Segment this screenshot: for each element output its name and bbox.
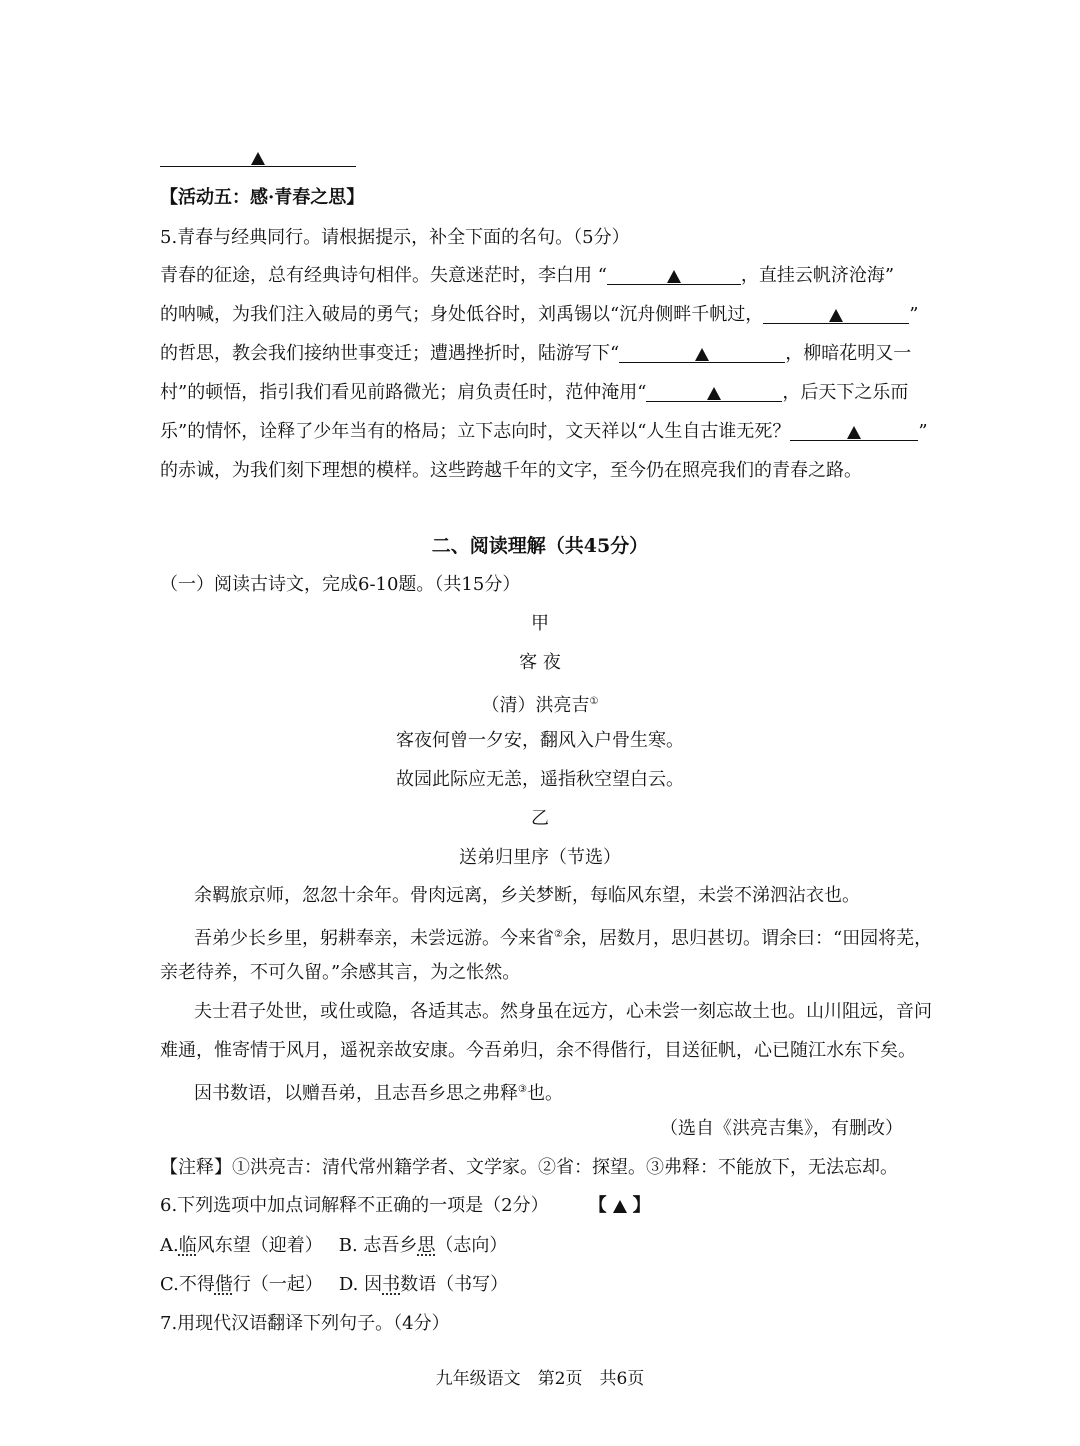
triangle-icon: [829, 309, 843, 322]
question-5-line-1: 青春的征途，总有经典诗句相伴。失意迷茫时，李白用 “ ，直挂云帆济沧海”: [160, 265, 895, 286]
prose-paragraph-3-line-2: 难通，惟寄情于风月，遥祝亲故安康。今吾弟归，余不得偕行，目送征帆，心已随江水东下矣。: [160, 1040, 916, 1061]
prose-label: 乙: [531, 808, 549, 829]
footnote-mark: ③: [518, 1084, 527, 1095]
footnote-mark: ②: [554, 929, 563, 940]
answer-blank-5[interactable]: [790, 420, 918, 441]
answer-blank-2[interactable]: [763, 303, 909, 324]
question-5-line-5: 乐”的情怀，诠释了少年当有的格局；立下志向时，文天祥以“人生自古谁无死？ ”: [160, 421, 928, 442]
option-c[interactable]: C.不得偕行（一起）: [160, 1274, 323, 1295]
answer-blank-1[interactable]: [607, 264, 741, 285]
question-5-line-6: 的赤诚，为我们刻下理想的模样。这些跨越千年的文字，至今仍在照亮我们的青春之路。: [160, 460, 862, 481]
prose-source: （选自《洪亮吉集》，有删改）: [660, 1118, 903, 1139]
answer-blank-4[interactable]: [646, 381, 782, 402]
poem-label: 甲: [531, 613, 549, 634]
footnote-mark: ①: [589, 696, 599, 707]
page-footer: 九年级语文 第2页 共6页: [435, 1369, 645, 1389]
triangle-icon: [613, 1200, 627, 1213]
section-heading: 二、阅读理解（共45分）: [431, 535, 649, 557]
triangle-icon: [695, 348, 709, 361]
section-part-1: （一）阅读古诗文，完成6-10题。（共15分）: [160, 574, 521, 595]
question-6-options-row-2: [160, 1273, 508, 1297]
question-5-line-2: 的呐喊，为我们注入破局的勇气；身处低谷时，刘禹锡以“沉舟侧畔千帆过， ”: [160, 304, 919, 325]
question-5-line-4: 村”的顿悟，指引我们看见前路微光；肩负责任时，范仲淹用“ ，后天下之乐而: [160, 382, 909, 403]
triangle-icon: [707, 387, 721, 400]
poem-line-2: 故园此际应无恙，遥指秋空望白云。: [396, 769, 684, 790]
poem-line-1: 客夜何曾一夕安，翻风入户骨生寒。: [396, 730, 684, 751]
prose-paragraph-3-line-1: 夫士君子处世，或仕或隐，各适其志。然身虽在远方，心未尝一刻忘故土也。山川阻远，音问: [194, 1001, 932, 1022]
question-6-options-row-1: [160, 1234, 507, 1258]
prose-paragraph-2-line-1: 吾弟少长乡里，躬耕奉亲，未尝远游。今来省②余，居数月，思归甚切。谓余曰：“田园将芜，: [194, 928, 933, 949]
poem-author: （清）洪亮吉①: [481, 695, 599, 716]
prose-title: 送弟归里序（节选）: [459, 847, 621, 868]
annotation-notes: 【注释】①洪亮吉：清代常州籍学者、文学家。②省：探望。③弗释：不能放下，无法忘却。: [160, 1157, 898, 1178]
prose-paragraph-2-line-2: 亲老待养，不可久留。”余感其言，为之怅然。: [160, 962, 521, 983]
triangle-icon: [251, 152, 265, 165]
prose-paragraph-4: 因书数语，以赠吾弟，且志吾乡思之弗释③也。: [194, 1083, 563, 1104]
question-5-line-3: 的哲思，教会我们接纳世事变迁；遭遇挫折时，陆游写下“ ，柳暗花明又一: [160, 343, 912, 364]
option-b[interactable]: B. 志吾乡思（志向）: [338, 1235, 508, 1256]
answer-blank-top[interactable]: [160, 146, 356, 170]
triangle-icon: [847, 426, 861, 439]
answer-blank-3[interactable]: [619, 342, 785, 363]
question-7-stem: 7.用现代汉语翻译下列句子。（4分）: [160, 1313, 450, 1334]
triangle-icon: [667, 270, 681, 283]
question-6-stem: 6.下列选项中加点词解释不正确的一项是（2分） 【 】: [160, 1195, 651, 1216]
question-5-stem: 5.青春与经典同行。请根据提示，补全下面的名句。（5分）: [160, 227, 630, 248]
activity-title: 【活动五：感·青春之思】: [160, 187, 365, 208]
option-a[interactable]: A.临风东望（迎着）: [160, 1235, 323, 1256]
prose-paragraph-1: 余羁旅京师，忽忽十余年。骨肉远离，乡关梦断，每临风东望，未尝不涕泗沾衣也。: [194, 885, 860, 906]
poem-title: 客 夜: [519, 652, 561, 673]
option-d[interactable]: D. 因书数语（书写）: [338, 1274, 509, 1295]
